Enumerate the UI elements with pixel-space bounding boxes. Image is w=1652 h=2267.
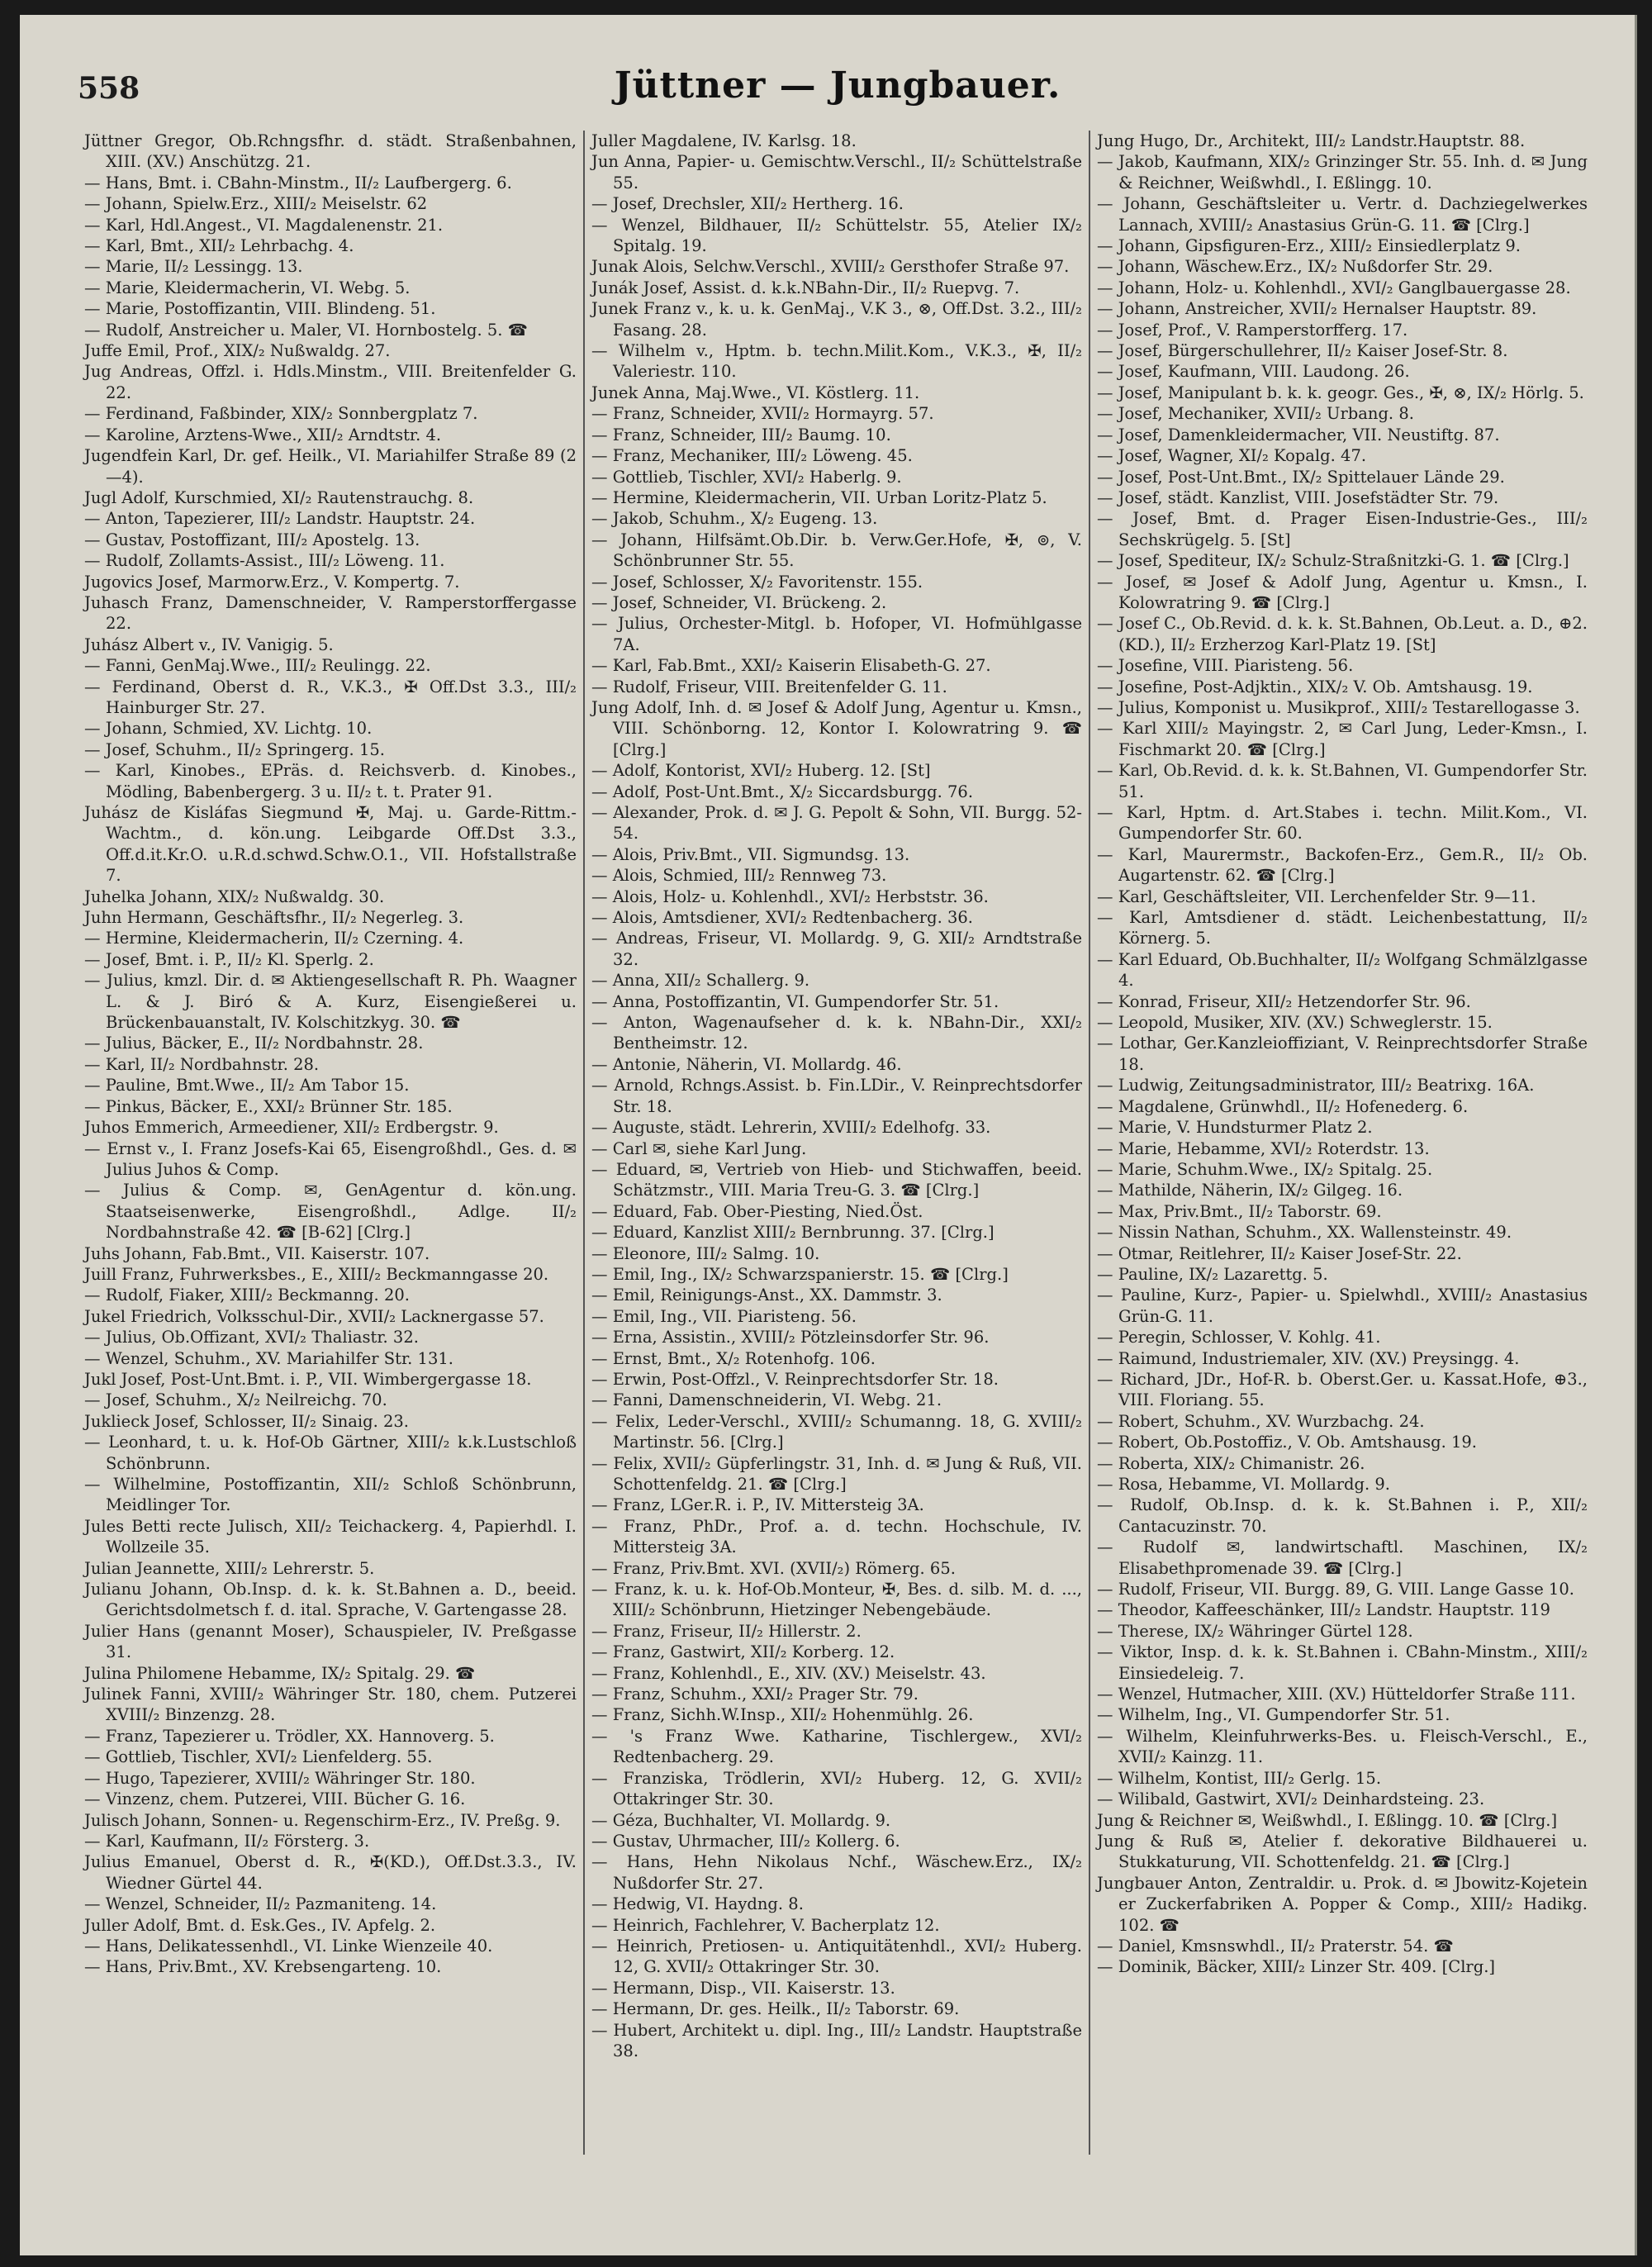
directory-entry: — Karl, Geschäftsleiter, VII. Lerchenfelder Str. 9—11. xyxy=(1097,886,1536,906)
running-head: Jüttner — Jungbauer. xyxy=(614,64,1061,107)
directory-entry: — Vinzenz, chem. Putzerei, VIII. Bücher G. 16. xyxy=(84,1789,466,1809)
directory-entry: — Karl, Fab.Bmt., XXI/₂ Kaiserin Elisabeth-G. 27. xyxy=(591,656,991,676)
directory-entry: — Mathilde, Näherin, IX/₂ Gilgeg. 16. xyxy=(1097,1181,1403,1200)
directory-entry: — Nissin Nathan, Schuhm., XX. Wallensteinstr. 49. xyxy=(1097,1223,1512,1243)
directory-entry: — Johann, Gipsfiguren-Erz., XIII/₂ Einsiedlerplatz 9. xyxy=(1097,236,1521,256)
directory-entry: — Jakob, Kaufmann, XIX/₂ Grinzinger Str. 55. Inh. d. ✉ Jung & Reichner, Weißwhdl., I. Eßlingg. 10. xyxy=(1097,152,1588,192)
directory-entry: — Marie, Hebamme, XVI/₂ Roterdstr. 13. xyxy=(1097,1138,1430,1158)
directory-entry: — Pauline, Bmt.Wwe., II/₂ Am Tabor 15. xyxy=(84,1076,410,1095)
directory-entry: — Johann, Geschäftsleiter u. Vertr. d. Dachziegelwerkes Lannach, XVIII/₂ Anastasius Grün-G. 11. ☎ [Clrg.] xyxy=(1097,194,1588,235)
directory-entry: — Rudolf, Fiaker, XIII/₂ Beckmanng. 20. xyxy=(84,1286,410,1305)
directory-entry: — Hermann, Disp., VII. Kaiserstr. 13. xyxy=(591,1978,895,1998)
directory-entry: — Wilhelm, Ing., VI. Gumpendorfer Str. 51. xyxy=(1097,1705,1450,1725)
directory-entry: — Fanni, GenMaj.Wwe., III/₂ Reulingg. 22. xyxy=(84,656,431,676)
directory-entry: Jun Anna, Papier- u. Gemischtw.Verschl., II/₂ Schüttelstraße 55. xyxy=(591,152,1082,192)
directory-entry: — Karl, Hdl.Angest., VI. Magdalenenstr. 21. xyxy=(84,215,444,235)
directory-entry: — Gustav, Uhrmacher, III/₂ Kollerg. 6. xyxy=(591,1831,900,1851)
directory-entry: Juller Magdalene, IV. Karlsg. 18. xyxy=(591,131,857,150)
directory-entry: — Josef C., Ob.Revid. d. k. k. St.Bahnen, Ob.Leut. a. D., ⊕2. (KD.), II/₂ Erzherzog Karl-Platz 19. [St] xyxy=(1097,614,1588,654)
directory-entry: — Erna, Assistin., XVIII/₂ Pötzleinsdorfer Str. 96. xyxy=(591,1328,990,1347)
directory-entry: — Richard, JDr., Hof-R. b. Oberst.Ger. u. Kassat.Hofe, ⊕3., VIII. Floriang. 55. xyxy=(1097,1369,1588,1410)
directory-entry: — Dominik, Bäcker, XIII/₂ Linzer Str. 409. [Clrg.] xyxy=(1097,1957,1496,1977)
directory-entry: Jukel Friedrich, Volksschul-Dir., XVII/₂ Lacknergasse 57. xyxy=(84,1306,544,1326)
directory-entry: — Josef, Manipulant b. k. k. geogr. Ges., ✠, ⊗, IX/₂ Hörlg. 5. xyxy=(1097,383,1584,402)
directory-entry: — Josef, Bmt. i. P., II/₂ Kl. Sperlg. 2. xyxy=(84,949,374,969)
directory-entry: — Max, Priv.Bmt., II/₂ Taborstr. 69. xyxy=(1097,1201,1382,1221)
directory-entry: — Josef, Schuhm., II/₂ Springerg. 15. xyxy=(84,739,385,759)
directory-entry: — Karl, Kinobes., EPräs. d. Reichsverb. d. Kinobes., Mödling, Babenbergerg. 3 u. II/₂ t. t. Prater 91. xyxy=(84,761,577,801)
directory-entry: Juller Adolf, Bmt. d. Esk.Ges., IV. Apfelg. 2. xyxy=(84,1915,436,1935)
directory-entry: — Theodor, Kaffeeschänker, III/₂ Landstr. Hauptstr. 119 xyxy=(1097,1600,1550,1620)
directory-entry: — Julius & Comp. ✉, GenAgentur d. kön.ung. Staatseisenwerke, Eisengroßhdl., Adlge. II/₂ Nordbahnstraße 42. ☎ [B-62] [Clrg.] xyxy=(84,1181,577,1243)
directory-entry: — Konrad, Friseur, XII/₂ Hetzendorfer Str. 96. xyxy=(1097,991,1471,1011)
directory-entry: — Robert, Ob.Postoffiz., V. Ob. Amtshausg. 19. xyxy=(1097,1433,1477,1452)
directory-entry: — Karl, Bmt., XII/₂ Lehrbachg. 4. xyxy=(84,236,354,256)
directory-entry: Julisch Johann, Sonnen- u. Regenschirm-Erz., IV. Preßg. 9. xyxy=(84,1810,561,1830)
directory-entry: — Fanni, Damenschneiderin, VI. Webg. 21. xyxy=(591,1390,942,1410)
directory-entry: Jung Adolf, Inh. d. ✉ Josef & Adolf Jung, Agentur u. Kmsn., VIII. Schönborng. 12, Kontor I. Kolowratring 9. ☎ [Clrg.] xyxy=(591,697,1082,759)
directory-entry: — Rudolf ✉, landwirtschaftl. Maschinen, IX/₂ Elisabethpromenade 39. ☎ [Clrg.] xyxy=(1097,1537,1588,1578)
directory-entry: — Wenzel, Hutmacher, XIII. (XV.) Hütteldorfer Straße 111. xyxy=(1097,1685,1576,1704)
directory-entry: — Otmar, Reitlehrer, II/₂ Kaiser Josef-Str. 22. xyxy=(1097,1243,1462,1263)
directory-entry: — Karl, Maurermstr., Backofen-Erz., Gem.R., II/₂ Ob. Augartenstr. 62. ☎ [Clrg.] xyxy=(1097,844,1588,886)
directory-entry: — Josef, Damenkleidermacher, VII. Neustiftg. 87. xyxy=(1097,425,1500,444)
directory-entry: Junak Alois, Selchw.Verschl., XVIII/₂ Gersthofer Straße 97. xyxy=(591,257,1070,277)
directory-entry: — Erwin, Post-Offzl., V. Reinprechtsdorfer Str. 18. xyxy=(591,1369,999,1389)
directory-entry: — Johann, Holz- u. Kohlenhdl., XVI/₂ Ganglbauergasse 28. xyxy=(1097,278,1571,297)
directory-entry: Junek Franz v., k. u. k. GenMaj., V.K 3., ⊗, Off.Dst. 3.2., III/₂ Fasang. 28. xyxy=(591,299,1082,340)
directory-entry: — Franz, Tapezierer u. Trödler, XX. Hannoverg. 5. xyxy=(84,1726,495,1746)
directory-columns xyxy=(78,131,1606,2155)
directory-entry: — Emil, Reinigungs-Anst., XX. Dammstr. 3. xyxy=(591,1286,942,1305)
directory-entry: Julianu Johann, Ob.Insp. d. k. k. St.Bahnen a. D., beeid. Gerichtsdolmetsch f. d. ital. Sprache, V. Gartengasse 28. xyxy=(84,1580,577,1620)
directory-entry: — Franz, k. u. k. Hof-Ob.Monteur, ✠, Bes. d. silb. M. d. ..., XIII/₂ Schönbrunn, Hietzinger Nebengebäude. xyxy=(591,1580,1082,1620)
directory-entry: — Andreas, Friseur, VI. Mollardg. 9, G. XII/₂ Arndtstraße 32. xyxy=(591,929,1082,969)
directory-entry: — Viktor, Insp. d. k. k. St.Bahnen i. CBahn-Minstm., XIII/₂ Einsiedeleig. 7. xyxy=(1097,1642,1588,1683)
directory-entry: — Felix, XVII/₂ Güpferlingstr. 31, Inh. d. ✉ Jung & Ruß, VII. Schottenfeldg. 21. ☎ [Clrg.] xyxy=(591,1453,1082,1494)
directory-entry: — Eduard, Kanzlist XIII/₂ Bernbrunng. 37. [Clrg.] xyxy=(591,1223,995,1243)
directory-entry: — Hans, Bmt. i. CBahn-Minstm., II/₂ Laufbergerg. 6. xyxy=(84,173,512,192)
directory-entry: Jugl Adolf, Kurschmied, XI/₂ Rautenstrauchg. 8. xyxy=(84,487,474,507)
directory-entry: — Julius, Ob.Offizant, XVI/₂ Thaliastr. 32. xyxy=(84,1328,419,1347)
directory-entry: — Josefine, Post-Adjktin., XIX/₂ V. Ob. Amtshausg. 19. xyxy=(1097,677,1533,696)
directory-entry: — Hedwig, VI. Haydng. 8. xyxy=(591,1894,804,1914)
directory-entry: — Rosa, Hebamme, VI. Mollardg. 9. xyxy=(1097,1475,1390,1494)
directory-entry: — Josef, Post-Unt.Bmt., IX/₂ Spittelauer Lände 29. xyxy=(1097,467,1505,487)
directory-entry: — Rudolf, Anstreicher u. Maler, VI. Hornbostelg. 5. ☎ xyxy=(84,320,528,340)
directory-entry: — Karl, Amtsdiener d. städt. Leichenbestattung, II/₂ Körnerg. 5. xyxy=(1097,908,1588,948)
directory-entry: — Johann, Anstreicher, XVII/₂ Hernalser Hauptstr. 89. xyxy=(1097,299,1537,319)
directory-entry: — Jakob, Schuhm., X/₂ Eugeng. 13. xyxy=(591,509,878,529)
directory-entry: — Karl XIII/₂ Mayingstr. 2, ✉ Carl Jung, Leder-Kmsn., I. Fischmarkt 20. ☎ [Clrg.] xyxy=(1097,719,1588,759)
directory-entry: — Wilhelm v., Hptm. b. techn.Milit.Kom., V.K.3., ✠, II/₂ Valeriestr. 110. xyxy=(591,341,1082,382)
directory-entry: — Josef, Kaufmann, VIII. Laudong. 26. xyxy=(1097,362,1410,382)
directory-entry: — Rudolf, Ob.Insp. d. k. k. St.Bahnen i. P., XII/₂ Cantacuzinstr. 70. xyxy=(1097,1495,1588,1536)
directory-entry: Jung Hugo, Dr., Architekt, III/₂ Landstr.Hauptstr. 88. xyxy=(1097,131,1526,150)
directory-entry: Juhs Johann, Fab.Bmt., VII. Kaiserstr. 107. xyxy=(84,1243,430,1263)
directory-entry: — Josef, ✉ Josef & Adolf Jung, Agentur u. Kmsn., I. Kolowratring 9. ☎ [Clrg.] xyxy=(1097,572,1588,612)
column-2 xyxy=(583,131,1089,2155)
directory-entry: — Eduard, Fab. Ober-Piesting, Nied.Öst. xyxy=(591,1201,923,1221)
directory-entry: — Franz, Schneider, XVII/₂ Hormayrg. 57. xyxy=(591,404,934,424)
directory-entry: — Wenzel, Bildhauer, II/₂ Schüttelstr. 55, Atelier IX/₂ Spitalg. 19. xyxy=(591,215,1082,256)
directory-entry: — Franz, Schuhm., XXI/₂ Prager Str. 79. xyxy=(591,1685,919,1704)
directory-entry: — Hermine, Kleidermacherin, VII. Urban Loritz-Platz 5. xyxy=(591,487,1047,507)
directory-entry: Jung & Ruß ✉, Atelier f. dekorative Bildhauerei u. Stukkaturung, VII. Schottenfeldg. 21. ☎ [Clrg.] xyxy=(1097,1831,1588,1872)
directory-entry: — Josef, Schneider, VI. Brückeng. 2. xyxy=(591,592,887,612)
directory-entry: — Franziska, Trödlerin, XVI/₂ Huberg. 12, G. XVII/₂ Ottakringer Str. 30. xyxy=(591,1768,1082,1809)
directory-entry: — Wilhelm, Kleinfuhrwerks-Bes. u. Fleisch-Verschl., E., XVII/₂ Kainzg. 11. xyxy=(1097,1726,1588,1767)
directory-entry: — Josef, Bmt. d. Prager Eisen-Industrie-Ges., III/₂ Sechskrügelg. 5. [St] xyxy=(1097,509,1588,549)
directory-entry: — Wenzel, Schuhm., XV. Mariahilfer Str. 131. xyxy=(84,1348,453,1368)
directory-entry: — Alois, Holz- u. Kohlenhdl., XVI/₂ Herbststr. 36. xyxy=(591,886,989,906)
directory-entry: — Johann, Hilfsämt.Ob.Dir. b. Verw.Ger.Hofe, ✠, ⊚, V. Schönbrunner Str. 55. xyxy=(591,530,1082,571)
directory-entry: — Pauline, IX/₂ Lazarettg. 5. xyxy=(1097,1264,1328,1284)
directory-entry: Jüttner Gregor, Ob.Rchngsfhr. d. städt. Straßenbahnen, XIII. (XV.) Anschützg. 21. xyxy=(84,131,577,172)
directory-entry: — Alois, Amtsdiener, XVI/₂ Redtenbacherg. 36. xyxy=(591,908,973,928)
directory-entry: — Daniel, Kmsnswhdl., II/₂ Praterstr. 54. ☎ xyxy=(1097,1936,1454,1956)
directory-entry: — Marie, Schuhm.Wwe., IX/₂ Spitalg. 25. xyxy=(1097,1159,1433,1179)
page-header xyxy=(78,64,1597,122)
directory-entry: Juhász Albert v., IV. Vanigig. 5. xyxy=(84,634,334,654)
directory-entry: — Josef, Mechaniker, XVII/₂ Urbang. 8. xyxy=(1097,404,1414,424)
directory-entry: Jules Betti recte Julisch, XII/₂ Teichackerg. 4, Papierhdl. I. Wollzeile 35. xyxy=(84,1516,577,1557)
directory-entry: — Franz, PhDr., Prof. a. d. techn. Hochschule, IV. Mittersteig 3A. xyxy=(591,1516,1082,1557)
directory-entry: — Anna, XII/₂ Schallerg. 9. xyxy=(591,971,810,991)
directory-entry: — Josef, Prof., V. Ramperstorfferg. 17. xyxy=(1097,320,1408,340)
directory-entry: — Rudolf, Friseur, VIII. Breitenfelder G. 11. xyxy=(591,677,947,696)
directory-entry: — Arnold, Rchngs.Assist. b. Fin.LDir., V. Reinprechtsdorfer Str. 18. xyxy=(591,1076,1082,1116)
directory-entry: — Heinrich, Pretiosen- u. Antiquitätenhdl., XVI/₂ Huberg. 12, G. XVII/₂ Ottakringer Str. 30. xyxy=(591,1936,1082,1977)
directory-entry: Juhász de Kisláfas Siegmund ✠, Maj. u. Garde-Rittm.-Wachtm., d. kön.ung. Leibgarde Off.Dst 3.3., Off.d.it.Kr.O. u.R.d.schwd.Schw.O.1., VII. Hofstallstraße 7. xyxy=(84,803,577,886)
directory-entry: Juhn Hermann, Geschäftsfhr., II/₂ Negerleg. 3. xyxy=(84,908,464,928)
directory-entry: — Felix, Leder-Verschl., XVIII/₂ Schumanng. 18, G. XVIII/₂ Martinstr. 56. [Clrg.] xyxy=(591,1411,1082,1452)
directory-entry: — Gottlieb, Tischler, XVI/₂ Haberlg. 9. xyxy=(591,467,902,487)
directory-entry: Junek Anna, Maj.Wwe., VI. Köstlerg. 11. xyxy=(591,383,920,402)
directory-entry: Julina Philomene Hebamme, IX/₂ Spitalg. 29. ☎ xyxy=(84,1663,476,1683)
directory-entry: — Marie, II/₂ Lessingg. 13. xyxy=(84,257,303,277)
directory-entry: — Leopold, Musiker, XIV. (XV.) Schweglerstr. 15. xyxy=(1097,1013,1493,1033)
directory-entry: — 's Franz Wwe. Katharine, Tischlergew., XVI/₂ Redtenbacherg. 29. xyxy=(591,1726,1082,1767)
directory-entry: — Josef, städt. Kanzlist, VIII. Josefstädter Str. 79. xyxy=(1097,487,1499,507)
directory-entry: Jugovics Josef, Marmorw.Erz., V. Kompertg. 7. xyxy=(84,572,460,592)
directory-entry: — Franz, Sichh.W.Insp., XII/₂ Hohenmühlg. 26. xyxy=(591,1705,974,1725)
directory-entry: — Hans, Hehn Nikolaus Nchf., Wäschew.Erz., IX/₂ Nußdorfer Str. 27. xyxy=(591,1852,1082,1893)
directory-entry: Julian Jeannette, XIII/₂ Lehrerstr. 5. xyxy=(84,1558,375,1578)
directory-entry: — Marie, V. Hundsturmer Platz 2. xyxy=(1097,1118,1373,1138)
directory-entry: — Wilhelm, Kontist, III/₂ Gerlg. 15. xyxy=(1097,1768,1382,1788)
directory-entry: — Ernst v., I. Franz Josefs-Kai 65, Eisengroßhdl., Ges. d. ✉ Julius Juhos & Comp. xyxy=(84,1138,577,1179)
directory-entry: — Franz, Gastwirt, XII/₂ Korberg. 12. xyxy=(591,1642,895,1662)
directory-entry: — Alexander, Prok. d. ✉ J. G. Pepolt & Sohn, VII. Burgg. 52-54. xyxy=(591,803,1082,844)
page-number: 558 xyxy=(78,71,140,106)
column-3 xyxy=(1089,131,1594,2155)
directory-entry: Juhasch Franz, Damenschneider, V. Ramperstorffergasse 22. xyxy=(84,592,577,634)
directory-entry: — Adolf, Kontorist, XVI/₂ Huberg. 12. [St] xyxy=(591,761,931,781)
directory-entry: — Carl ✉, siehe Karl Jung. xyxy=(591,1138,807,1158)
directory-entry: — Hubert, Architekt u. dipl. Ing., III/₂ Landstr. Hauptstraße 38. xyxy=(591,2020,1082,2060)
directory-entry: — Rudolf, Zollamts-Assist., III/₂ Löweng. 11. xyxy=(84,551,445,571)
directory-entry: — Ferdinand, Oberst d. R., V.K.3., ✠ Off.Dst 3.3., III/₂ Hainburger Str. 27. xyxy=(84,677,577,717)
directory-entry: Juill Franz, Fuhrwerksbes., E., XIII/₂ Beckmanngasse 20. xyxy=(84,1264,549,1284)
directory-entry: — Hermann, Dr. ges. Heilk., II/₂ Taborstr. 69. xyxy=(591,1999,960,2019)
directory-entry: — Josef, Drechsler, XII/₂ Hertherg. 16. xyxy=(591,194,904,214)
directory-entry: — Auguste, städt. Lehrerin, XVIII/₂ Edelhofg. 33. xyxy=(591,1118,991,1138)
directory-entry: — Franz, Priv.Bmt. XVI. (XVII/₂) Römerg. 65. xyxy=(591,1558,956,1578)
directory-entry: Jug Andreas, Offzl. i. Hdls.Minstm., VIII. Breitenfelder G. 22. xyxy=(84,362,577,402)
directory-entry: Juffe Emil, Prof., XIX/₂ Nußwaldg. 27. xyxy=(84,341,391,361)
directory-entry: — Eleonore, III/₂ Salmg. 10. xyxy=(591,1243,820,1263)
directory-entry: — Wilibald, Gastwirt, XVI/₂ Deinhardsteing. 23. xyxy=(1097,1789,1485,1809)
directory-entry: — Franz, LGer.R. i. P., IV. Mittersteig 3A. xyxy=(591,1495,924,1515)
directory-entry: — Rudolf, Friseur, VII. Burgg. 89, G. VIII. Lange Gasse 10. xyxy=(1097,1580,1574,1599)
directory-entry: Junák Josef, Assist. d. k.k.NBahn-Dir., II/₂ Ruepvg. 7. xyxy=(591,278,1020,297)
directory-entry: — Josef, Bürgerschullehrer, II/₂ Kaiser Josef-Str. 8. xyxy=(1097,341,1508,361)
directory-entry: — Marie, Postoffizantin, VIII. Blindeng. 51. xyxy=(84,299,436,319)
directory-entry: — Hans, Delikatessenhdl., VI. Linke Wienzeile 40. xyxy=(84,1936,493,1956)
directory-entry: — Emil, Ing., VII. Piaristeng. 56. xyxy=(591,1306,857,1326)
directory-entry: — Hugo, Tapezierer, XVIII/₂ Währinger Str. 180. xyxy=(84,1768,476,1788)
directory-entry: — Josef, Spediteur, IX/₂ Schulz-Straßnitzki-G. 1. ☎ [Clrg.] xyxy=(1097,551,1569,571)
directory-entry: — Josef, Schlosser, X/₂ Favoritenstr. 155. xyxy=(591,572,923,592)
directory-entry: — Anna, Postoffizantin, VI. Gumpendorfer Str. 51. xyxy=(591,991,999,1011)
directory-entry: Juhelka Johann, XIX/₂ Nußwaldg. 30. xyxy=(84,886,385,906)
directory-entry: — Antonie, Näherin, VI. Mollardg. 46. xyxy=(591,1054,902,1074)
directory-page xyxy=(20,15,1637,2255)
directory-entry: — Julius, Bäcker, E., II/₂ Nordbahnstr. 28. xyxy=(84,1034,424,1053)
directory-entry: — Therese, IX/₂ Währinger Gürtel 128. xyxy=(1097,1621,1413,1641)
directory-entry: — Julius, kmzl. Dir. d. ✉ Aktiengesellschaft R. Ph. Waagner L. & J. Biró & A. Kurz, Eisengießerei u. Brückenbauanstalt, IV. Kolschitzkyg. 30. ☎ xyxy=(84,971,577,1033)
directory-entry: — Eduard, ✉, Vertrieb von Hieb- und Stichwaffen, beeid. Schätzmstr., VIII. Maria Treu-G. 3. ☎ [Clrg.] xyxy=(591,1159,1082,1200)
directory-entry: — Karl, Ob.Revid. d. k. k. St.Bahnen, VI. Gumpendorfer Str. 51. xyxy=(1097,761,1588,801)
directory-entry: — Adolf, Post-Unt.Bmt., X/₂ Siccardsburgg. 76. xyxy=(591,782,974,801)
directory-entry: — Gustav, Postoffizant, III/₂ Apostelg. 13. xyxy=(84,530,420,549)
directory-entry: — Karl, II/₂ Nordbahnstr. 28. xyxy=(84,1054,320,1074)
directory-entry: — Roberta, XIX/₂ Chimanistr. 26. xyxy=(1097,1453,1365,1473)
directory-entry: Jung & Reichner ✉, Weißwhdl., I. Eßlingg. 10. ☎ [Clrg.] xyxy=(1097,1810,1558,1830)
directory-entry: Julier Hans (genannt Moser), Schauspieler, IV. Preßgasse 31. xyxy=(84,1621,577,1662)
directory-entry: — Karl, Hptm. d. Art.Stabes i. techn. Milit.Kom., VI. Gumpendorfer Str. 60. xyxy=(1097,803,1588,844)
directory-entry: — Ferdinand, Faßbinder, XIX/₂ Sonnbergplatz 7. xyxy=(84,404,478,424)
directory-entry: — Johann, Schmied, XV. Lichtg. 10. xyxy=(84,719,373,739)
directory-entry: — Anton, Wagenaufseher d. k. k. NBahn-Dir., XXI/₂ Bentheimstr. 12. xyxy=(591,1013,1082,1053)
directory-entry: — Raimund, Industriemaler, XIV. (XV.) Preysingg. 4. xyxy=(1097,1348,1520,1368)
directory-entry: — Heinrich, Fachlehrer, V. Bacherplatz 12. xyxy=(591,1915,940,1935)
directory-entry: Jukl Josef, Post-Unt.Bmt. i. P., VII. Wimbergergasse 18. xyxy=(84,1369,532,1389)
directory-entry: — Franz, Friseur, II/₂ Hillerstr. 2. xyxy=(591,1621,862,1641)
directory-entry: — Josef, Wagner, XI/₂ Kopalg. 47. xyxy=(1097,446,1367,466)
directory-entry: Julius Emanuel, Oberst d. R., ✠(KD.), Off.Dst.3.3., IV. Wiedner Gürtel 44. xyxy=(84,1852,577,1893)
directory-entry: — Julius, Komponist u. Musikprof., XIII/₂ Testarellogasse 3. xyxy=(1097,697,1580,717)
directory-entry: — Karl Eduard, Ob.Buchhalter, II/₂ Wolfgang Schmälzlgasse 4. xyxy=(1097,949,1588,991)
directory-entry: — Hermine, Kleidermacherin, II/₂ Czerning. 4. xyxy=(84,929,464,948)
directory-entry: Juklieck Josef, Schlosser, II/₂ Sinaig. 23. xyxy=(84,1411,410,1431)
directory-entry: Juhos Emmerich, Armeediener, XII/₂ Erdbergstr. 9. xyxy=(84,1118,499,1138)
directory-entry: — Leonhard, t. u. k. Hof-Ob Gärtner, XIII/₂ k.k.Lustschloß Schönbrunn. xyxy=(84,1433,577,1473)
directory-entry: — Magdalene, Grünwhdl., II/₂ Hofenederg. 6. xyxy=(1097,1096,1469,1116)
directory-entry: — Hans, Priv.Bmt., XV. Krebsengarteng. 10. xyxy=(84,1957,442,1977)
directory-entry: — Franz, Kohlenhdl., E., XIV. (XV.) Meiselstr. 43. xyxy=(591,1663,986,1683)
directory-entry: — Wilhelmine, Postoffizantin, XII/₂ Schloß Schönbrunn, Meidlinger Tor. xyxy=(84,1475,577,1515)
directory-entry: — Franz, Mechaniker, III/₂ Löweng. 45. xyxy=(591,446,913,466)
directory-entry: — Robert, Schuhm., XV. Wurzbachg. 24. xyxy=(1097,1411,1425,1431)
directory-entry: — Julius, Orchester-Mitgl. b. Hofoper, VI. Hofmühlgasse 7A. xyxy=(591,614,1082,654)
directory-entry: — Pauline, Kurz-, Papier- u. Spielwhdl., XVIII/₂ Anastasius Grün-G. 11. xyxy=(1097,1286,1588,1326)
directory-entry: — Ernst, Bmt., X/₂ Rotenhofg. 106. xyxy=(591,1348,876,1368)
directory-entry: — Peregin, Schlosser, V. Kohlg. 41. xyxy=(1097,1328,1381,1347)
directory-entry: Jungbauer Anton, Zentraldir. u. Prok. d. ✉ Jbowitz-Kojetein er Zuckerfabriken A. Popper & Comp., XIII/₂ Hadikg. 102. ☎ xyxy=(1097,1873,1588,1935)
directory-entry: — Géza, Buchhalter, VI. Mollardg. 9. xyxy=(591,1810,891,1830)
directory-entry: — Johann, Spielw.Erz., XIII/₂ Meiselstr. 62 xyxy=(84,194,428,214)
directory-entry: — Ludwig, Zeitungsadministrator, III/₂ Beatrixg. 16A. xyxy=(1097,1076,1535,1095)
directory-entry: — Lothar, Ger.Kanzleioffiziant, V. Reinprechtsdorfer Straße 18. xyxy=(1097,1034,1588,1074)
directory-entry: Jugendfein Karl, Dr. gef. Heilk., VI. Mariahilfer Straße 89 (2—4). xyxy=(84,446,577,487)
directory-entry: — Gottlieb, Tischler, XVI/₂ Lienfelderg. 55. xyxy=(84,1747,433,1767)
directory-entry: Julinek Fanni, XVIII/₂ Währinger Str. 180, chem. Putzerei XVIII/₂ Binzenzg. 28. xyxy=(84,1685,577,1725)
directory-entry: — Karoline, Arztens-Wwe., XII/₂ Arndtstr. 4. xyxy=(84,425,442,444)
directory-entry: — Josef, Schuhm., X/₂ Neilreichg. 70. xyxy=(84,1390,387,1410)
directory-entry: — Karl, Kaufmann, II/₂ Försterg. 3. xyxy=(84,1831,370,1851)
directory-entry: — Alois, Priv.Bmt., VII. Sigmundsg. 13. xyxy=(591,844,910,864)
directory-entry: — Pinkus, Bäcker, E., XXI/₂ Brünner Str. 185. xyxy=(84,1096,453,1116)
directory-entry: — Emil, Ing., IX/₂ Schwarzspanierstr. 15. ☎ [Clrg.] xyxy=(591,1264,1009,1284)
directory-entry: — Alois, Schmied, III/₂ Rennweg 73. xyxy=(591,866,887,886)
directory-entry: — Franz, Schneider, III/₂ Baumg. 10. xyxy=(591,425,891,444)
directory-entry: — Marie, Kleidermacherin, VI. Webg. 5. xyxy=(84,278,411,297)
directory-entry: — Josefine, VIII. Piaristeng. 56. xyxy=(1097,656,1354,676)
directory-entry: — Johann, Wäschew.Erz., IX/₂ Nußdorfer Str. 29. xyxy=(1097,257,1493,277)
directory-entry: — Wenzel, Schneider, II/₂ Pazmaniteng. 14. xyxy=(84,1894,437,1914)
directory-entry: — Anton, Tapezierer, III/₂ Landstr. Hauptstr. 24. xyxy=(84,509,476,529)
column-1 xyxy=(78,131,583,2155)
